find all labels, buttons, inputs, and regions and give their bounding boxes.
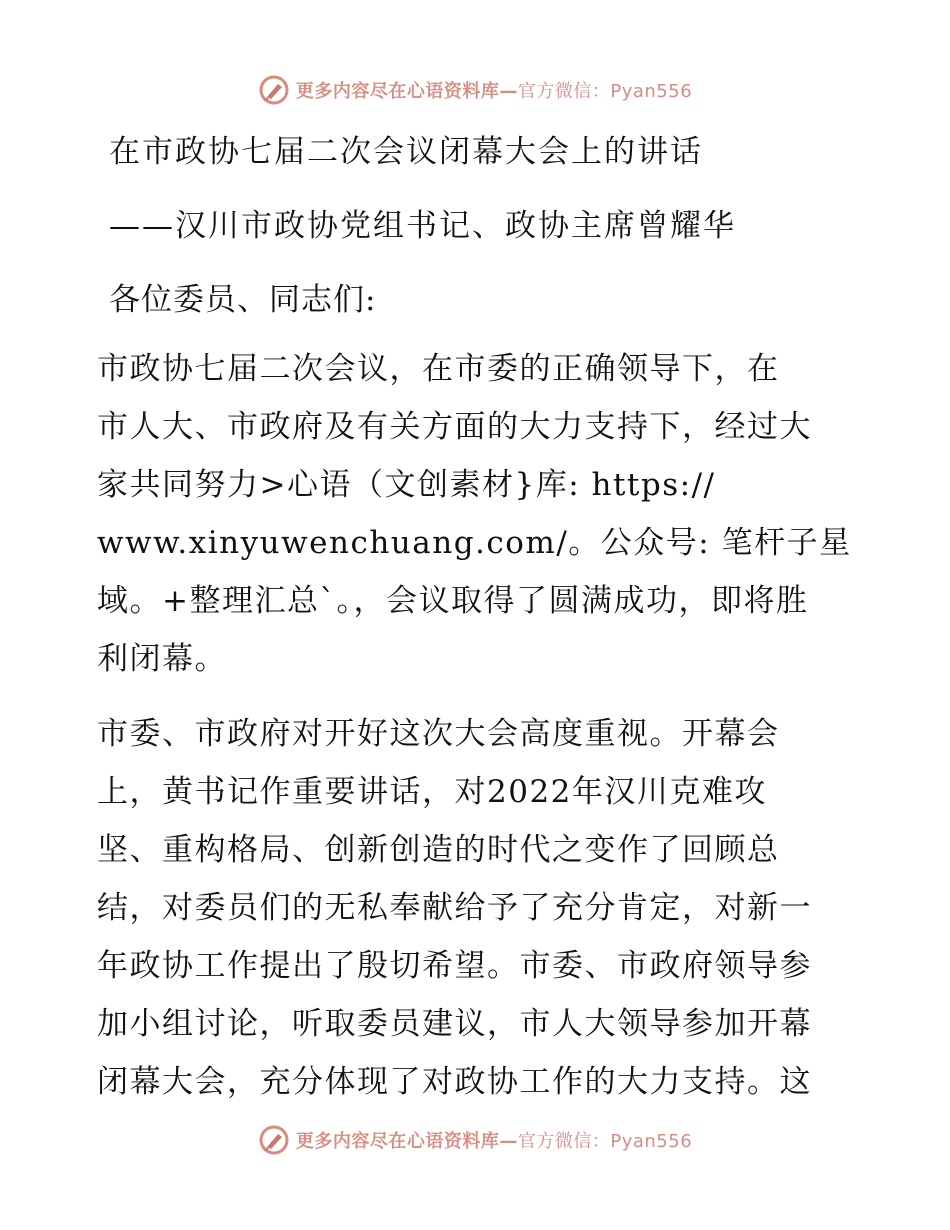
salutation: 各位委员、同志们:: [109, 282, 377, 318]
paragraph-1-line: 市政协七届二次会议，在市委的正确领导下，在: [97, 351, 780, 387]
banner-text: [296, 1127, 692, 1153]
footer-watermark-banner: [0, 1120, 950, 1160]
paragraph-2-line: 上，黄书记作重要讲话，对2022年汉川克难攻: [97, 774, 767, 810]
banner-main-text: 更多内容尽在心语资料库: [295, 81, 500, 102]
paragraph-2-line: 加小组讨论，听取委员建议，市人大领导参加开幕: [97, 1006, 812, 1042]
paragraph-1-line: 利闭幕。: [97, 641, 227, 677]
paragraph-2: [97, 715, 812, 1121]
paragraph-2-line: 闭幕大会，充分体现了对政协工作的大力支持。这: [97, 1064, 812, 1100]
banner-main-text: 更多内容尽在心语资料库: [295, 1131, 500, 1152]
pen-nib-circle-icon: [258, 74, 290, 106]
paragraph-1-line: www.xinyuwenchuang.com/。公众号: 笔杆子星: [97, 525, 852, 561]
header-watermark-banner: [0, 70, 950, 110]
banner-text: [296, 77, 692, 103]
banner-wechat-text: 官方微信：Pyan556: [517, 81, 693, 102]
paragraph-1: [97, 350, 852, 698]
banner-dash: —: [499, 1131, 518, 1152]
document-title: 在市政协七届二次会议闭幕大会上的讲话: [109, 134, 703, 170]
paragraph-2-line: 市委、市政府对开好这次大会高度重视。开幕会: [97, 716, 780, 752]
paragraph-2-line: 坚、重构格局、创新创造的时代之变作了回顾总: [97, 832, 780, 868]
paragraph-2-line: 年政协工作提出了殷切希望。市委、市政府领导参: [97, 948, 812, 984]
banner-wechat-text: 官方微信：Pyan556: [517, 1131, 693, 1152]
pen-nib-circle-icon: [258, 1124, 290, 1156]
paragraph-1-line: 市人大、市政府及有关方面的大力支持下，经过大: [97, 409, 812, 445]
paragraph-1-line: 家共同努力>心语（文创素材}库: https://: [97, 467, 716, 503]
paragraph-1-line: 域。+整理汇总`。，会议取得了圆满成功，即将胜: [97, 583, 809, 619]
banner-dash: —: [499, 81, 518, 102]
paragraph-2-line: 结，对委员们的无私奉献给予了充分肯定，对新一: [97, 890, 812, 926]
document-subtitle: ——汉川市政协党组书记、政协主席曾耀华: [109, 208, 736, 244]
